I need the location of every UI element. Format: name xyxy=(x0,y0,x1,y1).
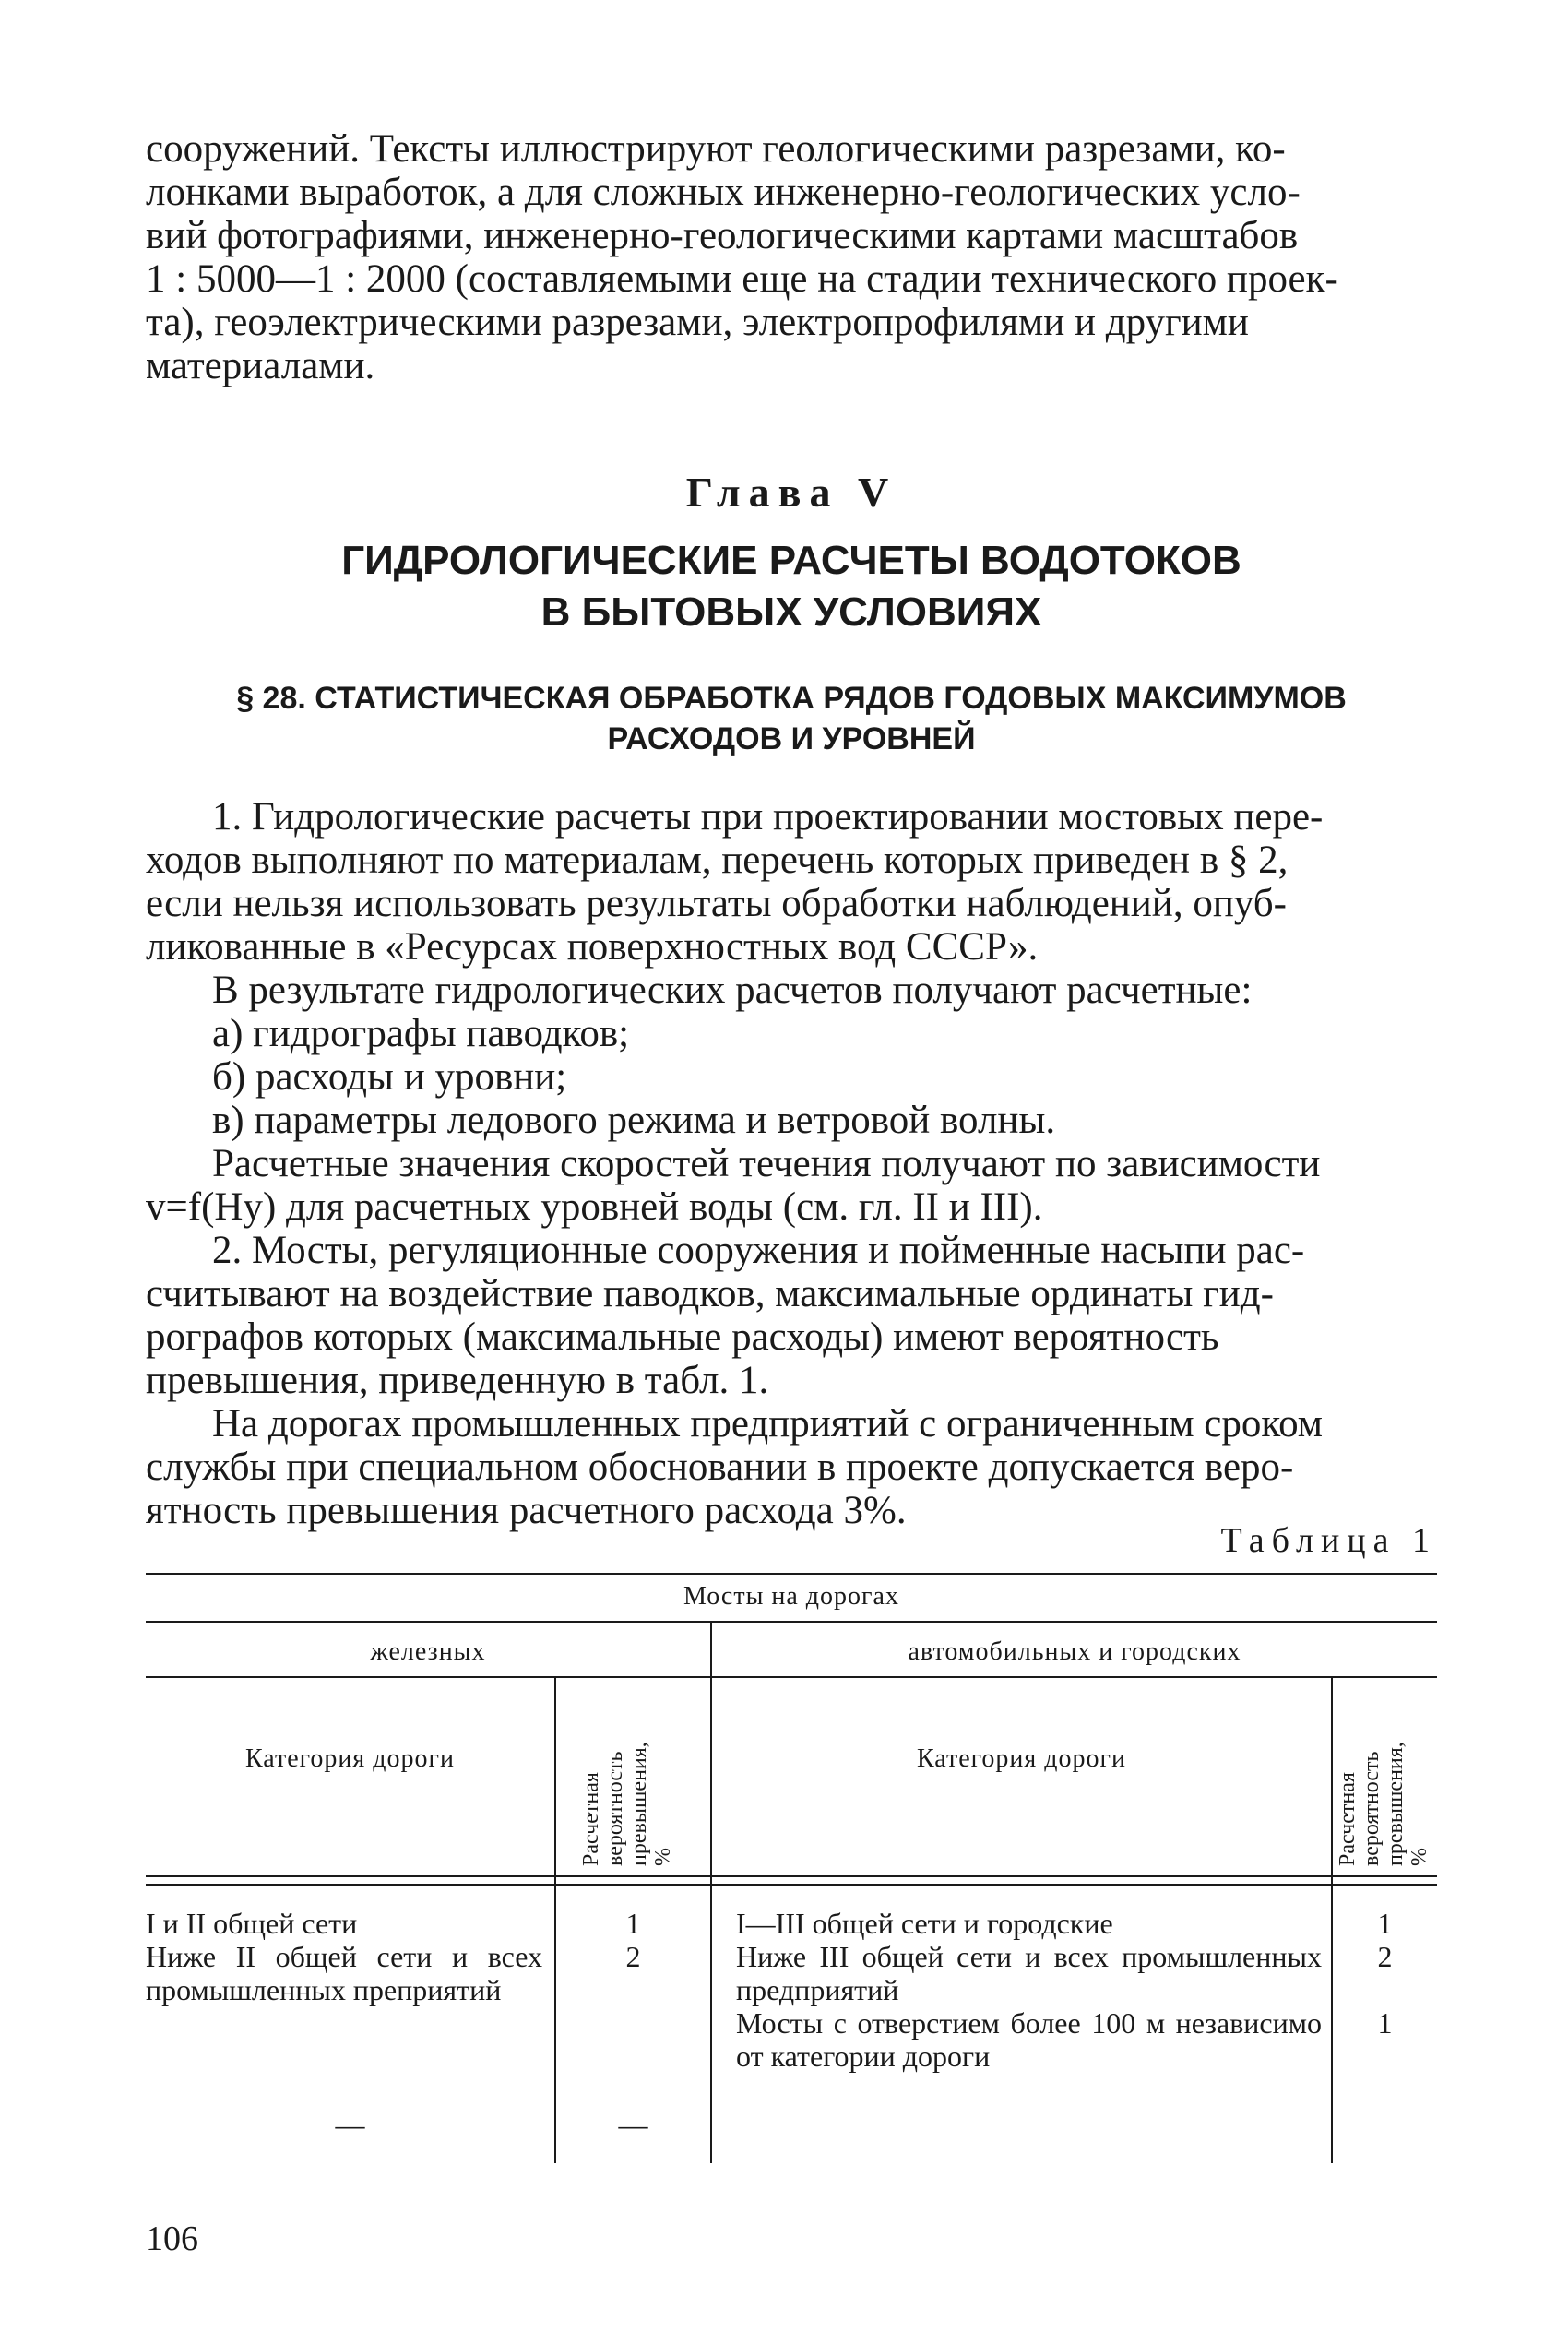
table-row: I—III общей сети и городские xyxy=(736,1907,1113,1940)
table-cell-dash: — xyxy=(335,2108,365,2141)
table-row: I и II общей сети xyxy=(146,1907,358,1940)
table-row: Ниже III общей сети и всех промышленных предприятий xyxy=(736,1940,1322,2006)
list-item-a: а) гидрографы паводков; xyxy=(212,1012,630,1055)
paragraph-2: В результате гидрологических расчетов получают расчетные: xyxy=(212,969,1253,1012)
paragraph-3-line1: Расчетные значения скоростей течения получают по зависимости xyxy=(212,1142,1321,1185)
chapter-title-line1: ГИДРОЛОГИЧЕСКИЕ РАСЧЕТЫ ВОДОТОКОВ xyxy=(341,538,1241,583)
left-category-header: Категория дороги xyxy=(244,1744,456,1773)
group-rule xyxy=(146,1676,1437,1678)
paragraph-4-line1: 2. Мосты, регуляционные сооружения и пойменные насыпи рас- xyxy=(212,1229,1305,1272)
table-cell-dash: — xyxy=(618,2108,648,2141)
table-top-rule xyxy=(146,1573,1437,1575)
group-left-header: железных xyxy=(370,1637,486,1666)
paragraph-4-cont: считывают на воздействие паводков, максимальные ординаты гид- рографов которых (максимальные расходы) имеют вероятность превышения, приведенную в табл. 1. xyxy=(146,1272,1274,1402)
page-number: 106 xyxy=(146,2219,198,2258)
table-caption: Таблица 1 xyxy=(1220,1521,1437,1560)
list-item-b: б) расходы и уровни; xyxy=(212,1055,567,1099)
table-header-top: Мосты на дорогах xyxy=(683,1582,899,1611)
left-probability-header: Расчетная вероятность превышения, % xyxy=(579,1742,675,1866)
header-bottom-rule-2 xyxy=(146,1884,1437,1886)
intro-text: сооружений. Тексты иллюстрируют геологическими разрезами, ко- лонками выработок, а для сложных инженерно-геологических усло- вий фотографиями, инженерно-геологическими картами масштабов 1 : 5000—1 : 2000 (составляемыми еще на стадии технического проек- та), геоэлектрическими разрезами, электропрофилями и другими материалами. xyxy=(146,127,1338,387)
table-cell-value: 1 xyxy=(1377,2006,1393,2040)
table-middle-rule xyxy=(710,1621,712,2163)
paragraph-5-line1: На дорогах промышленных предприятий с ограниченным сроком xyxy=(212,1402,1323,1446)
right-category-header: Категория дороги xyxy=(916,1744,1127,1773)
table xyxy=(146,1573,1437,2163)
header-bottom-rule xyxy=(146,1875,1437,1877)
table-cell-value: 1 xyxy=(1377,1907,1393,1940)
list-item-c: в) параметры ледового режима и ветровой волны. xyxy=(212,1099,1056,1142)
table-cell-value: 2 xyxy=(625,1940,641,1973)
table-row: Ниже II общей сети и всех промышленных преприятий xyxy=(146,1940,542,2006)
body-text xyxy=(146,795,1437,1532)
table-cell-value: 2 xyxy=(1377,1940,1393,1973)
chapter-label: Глава V xyxy=(685,469,897,516)
intro-paragraph xyxy=(146,127,1437,387)
section-title xyxy=(146,678,1437,759)
paragraph-1: 1. Гидрологические расчеты при проектировании мостовых пере- xyxy=(212,795,1324,839)
chapter-title xyxy=(146,535,1437,638)
chapter-title-line2: В БЫТОВЫХ УСЛОВИЯХ xyxy=(540,589,1042,635)
paragraph-5-cont: службы при специальном обосновании в проекте допускается веро- ятность превышения расчетного расхода 3%. xyxy=(146,1446,1294,1532)
right-probability-header: Расчетная вероятность превышения, % xyxy=(1336,1742,1431,1866)
table-header-rule xyxy=(146,1621,1437,1623)
section-title-line2: РАСХОДОВ И УРОВНЕЙ xyxy=(607,721,976,756)
paragraph-1-cont: ходов выполняют по материалам, перечень которых приведен в § 2, если нельзя использовать результаты обработки наблюдений, опуб- ликованные в «Ресурсах поверхностных вод СССР». xyxy=(146,839,1289,969)
table-row: Мосты с отверстием более 100 м независимо от категории дороги xyxy=(736,2006,1322,2073)
section-title-line1: § 28. СТАТИСТИЧЕСКАЯ ОБРАБОТКА РЯДОВ ГОДОВЫХ МАКСИМУМОВ xyxy=(236,681,1347,716)
group-right-header: автомобильных и городских xyxy=(908,1637,1241,1666)
table-cell-value: 1 xyxy=(625,1907,641,1940)
paragraph-3-line2: v=f(Hу) для расчетных уровней воды (см. гл. II и III). xyxy=(146,1185,1043,1229)
